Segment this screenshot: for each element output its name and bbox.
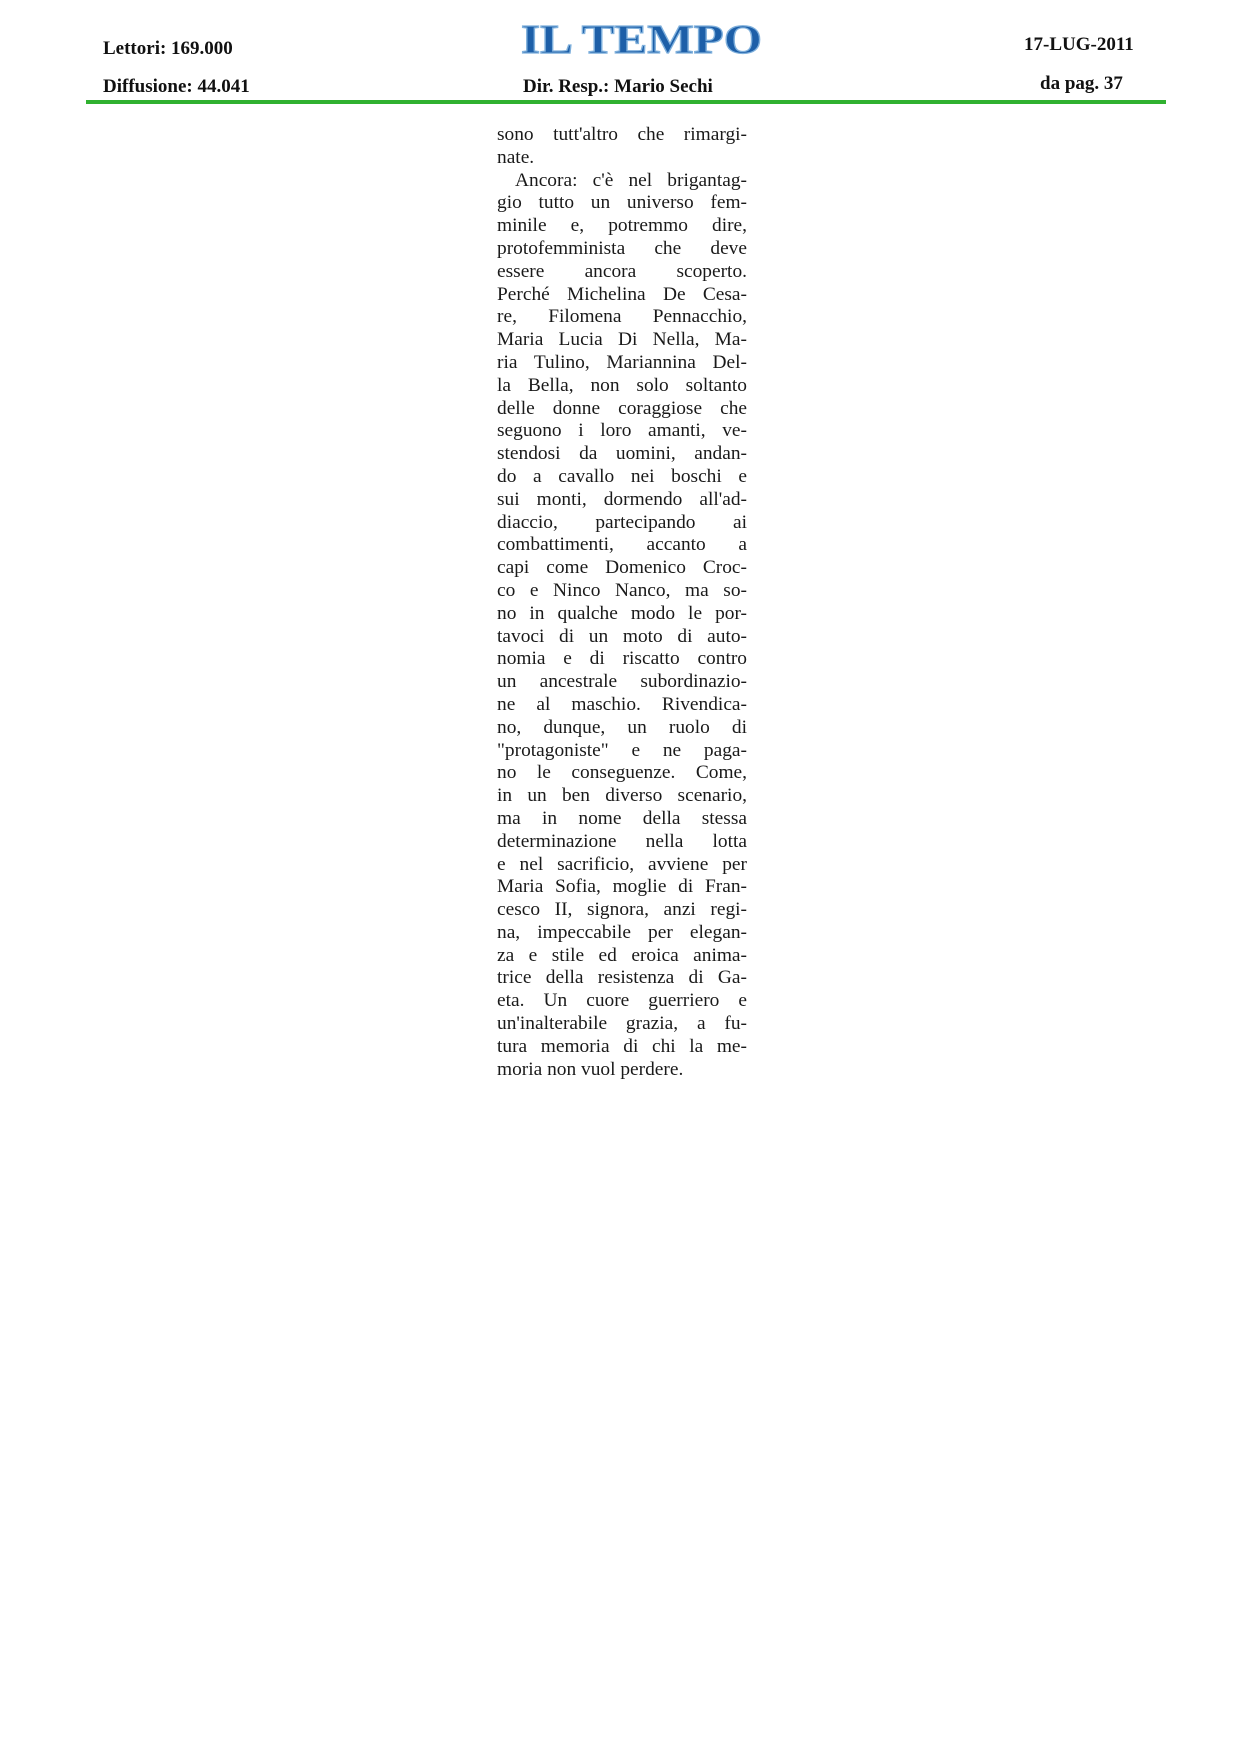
article-line: moria non vuol perdere. — [497, 1058, 684, 1080]
article-line: Perché Michelina De Cesa- — [497, 283, 747, 305]
article-line: gio tutto un universo fem- — [497, 192, 747, 214]
article-line: tura memoria di chi la me- — [497, 1035, 747, 1057]
article-line: na, impeccabile per elegan- — [497, 921, 747, 943]
article-column — [497, 124, 747, 1081]
article-line: Maria Lucia Di Nella, Ma- — [497, 329, 747, 351]
article-line: protofemminista che deve — [497, 237, 747, 259]
article-line: do a cavallo nei boschi e — [497, 465, 747, 487]
article-line: capi come Domenico Croc- — [497, 557, 747, 579]
article-line: diaccio, partecipando ai — [497, 511, 747, 533]
article-line: no in qualche modo le por- — [497, 602, 747, 624]
article-line: minile e, potremmo dire, — [497, 215, 747, 237]
header-divider — [86, 100, 1166, 104]
article-line: nomia e di riscatto contro — [497, 648, 747, 670]
article-line: re, Filomena Pennacchio, — [497, 306, 747, 328]
article-line: sono tutt'altro che rimargi- — [497, 124, 747, 145]
article-line: in un ben diverso scenario, — [497, 785, 747, 807]
circulation-label: Diffusione: 44.041 — [103, 76, 250, 97]
article-line: tavoci di un moto di auto- — [497, 625, 747, 647]
article-line: Ancora: c'è nel brigantag- — [515, 169, 747, 191]
publication-date: 17-LUG-2011 — [1024, 34, 1134, 55]
article-line: trice della resistenza di Ga- — [497, 967, 747, 989]
article-line: seguono i loro amanti, ve- — [497, 420, 747, 442]
editor-in-chief-label: Dir. Resp.: Mario Sechi — [523, 76, 713, 97]
article-line: e nel sacrificio, avviene per — [497, 853, 747, 875]
article-line: ne al maschio. Rivendica- — [497, 693, 747, 715]
article-line: ria Tulino, Mariannina Del- — [497, 351, 747, 373]
article-line: no le conseguenze. Come, — [497, 762, 747, 784]
article-line: za e stile ed eroica anima- — [497, 944, 747, 966]
il-tempo-masthead-logo — [519, 20, 764, 58]
article-line: nate. — [497, 146, 535, 168]
article-line: un ancestrale subordinazio- — [497, 671, 747, 693]
source-page-label: da pag. 37 — [1040, 73, 1123, 94]
article-line: Maria Sofia, moglie di Fran- — [497, 876, 747, 898]
article-line: delle donne coraggiose che — [497, 397, 747, 419]
article-line: determinazione nella lotta — [497, 830, 747, 852]
article-line: un'inalterabile grazia, a fu- — [497, 1013, 747, 1035]
article-line: "protagoniste" e ne paga- — [497, 739, 747, 761]
article-line: no, dunque, un ruolo di — [497, 716, 747, 738]
article-line: sui monti, dormendo all'ad- — [497, 488, 747, 510]
masthead-title: IL TEMPO — [521, 20, 762, 58]
article-line: ma in nome della stessa — [497, 807, 747, 829]
article-line: co e Ninco Nanco, ma so- — [497, 579, 747, 601]
article-line: cesco II, signora, anzi regi- — [497, 899, 747, 921]
readership-label: Lettori: 169.000 — [103, 38, 233, 59]
article-line: stendosi da uomini, andan- — [497, 443, 747, 465]
article-line: essere ancora scoperto. — [497, 260, 747, 282]
article-line: la Bella, non solo soltanto — [497, 374, 747, 396]
article-line: combattimenti, accanto a — [497, 534, 747, 556]
article-line: eta. Un cuore guerriero e — [497, 990, 747, 1012]
